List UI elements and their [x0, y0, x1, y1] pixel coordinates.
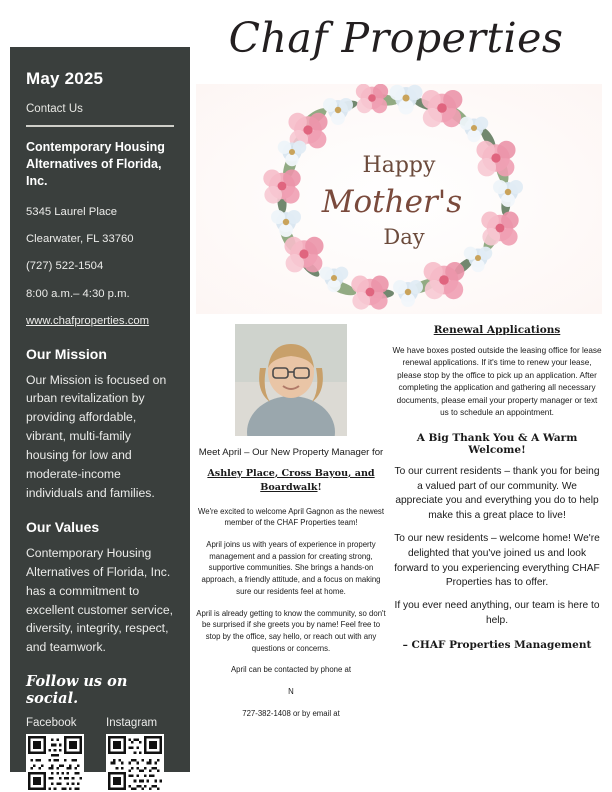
staff-intro-text: Meet April – Our New Property Manager for	[198, 447, 384, 458]
staff-paragraph-1: We're excited to welcome April Gagnon as the newest member of the CHAF Properties team!	[198, 506, 384, 528]
renewal-heading: Renewal Applications	[433, 324, 561, 336]
social-label-instagram: Instagram	[106, 717, 158, 730]
staff-properties	[196, 467, 386, 496]
signoff: – CHAF Properties Management	[402, 638, 592, 651]
hero-image	[196, 84, 602, 314]
staff-intro-column	[196, 324, 386, 729]
qr-code-icon-instagram[interactable]	[106, 734, 164, 792]
values-body: Contemporary Housing Alternatives of Florida, Inc. has a commitment to excellent customer service, diversity, integrity, respect, and teamwork.	[26, 545, 173, 655]
staff-properties-text: Ashley Place, Cross Bayou, and Boardwalk	[207, 467, 375, 494]
staff-stray-char: N	[288, 686, 294, 696]
hero-line-1: Happy	[362, 153, 436, 178]
address-line-2: Clearwater, FL 33760	[26, 233, 134, 245]
mission-heading: Our Mission	[26, 345, 107, 362]
staff-paragraph-2: April joins us with years of experience in property management and a passion for creating strong, supportive communities. She brings a hands-on approach, a friendly attitude, and a focus on making sure our residents feel at home.	[201, 540, 381, 596]
staff-phone-email-line: 727-382-1408 or by email at	[242, 708, 340, 718]
social-label-facebook: Facebook	[26, 717, 77, 730]
divider	[26, 125, 174, 127]
thank-you-heading: A Big Thank You & A Warm Welcome!	[416, 431, 578, 456]
announcements-column	[392, 324, 602, 651]
phone-number[interactable]: (727) 522-1504	[26, 260, 104, 273]
thank-you-paragraph-3: If you ever need anything, our team is here to help.	[394, 600, 600, 626]
social-instagram	[106, 717, 168, 792]
staff-properties-suffix: !	[317, 482, 322, 494]
social-facebook	[26, 717, 88, 792]
contact-us-heading: Contact Us	[26, 103, 83, 115]
hero-line-3: Day	[383, 225, 425, 249]
staff-paragraph-3: April is already getting to know the community, so don't be surprised if she greets you by name! Feel free to stop by the office, say hello, or reach out with any questions or concerns.	[196, 608, 386, 653]
staff-contact-line: April can be contacted by phone at	[230, 665, 352, 675]
brand-title: Chaf Properties	[228, 14, 564, 62]
social-row	[26, 717, 174, 792]
sidebar	[10, 47, 190, 772]
website-link[interactable]: www.chafproperties.com	[26, 315, 150, 328]
staff-portrait-photo	[235, 324, 347, 436]
thank-you-paragraph-2: To our new residents – welcome home! We're delighted that you've joined us and look forward to you experiencing everything CHAF Properties has to offer.	[394, 532, 600, 589]
hero-line-2: Mother's	[321, 184, 463, 220]
organization-name: Contemporary Housing Alternatives of Florida, Inc.	[26, 140, 165, 188]
qr-code-icon-facebook[interactable]	[26, 734, 84, 792]
thank-you-paragraph-1: To our current residents – thank you for being a valued part of our community. We appreciate you and everything you do to help make this a great place to live!	[394, 465, 600, 522]
office-hours: 8:00 a.m.– 4:30 p.m.	[26, 287, 130, 300]
address-line-1: 5345 Laurel Place	[26, 205, 118, 218]
masthead	[190, 14, 602, 62]
floral-wreath-icon	[196, 84, 602, 314]
mission-body: Our Mission is focused on urban revitalization by providing affordable, vibrant, multi-family housing for low and moderate-income individuals and families.	[26, 372, 167, 500]
follow-heading: Follow us on social.	[26, 673, 128, 708]
issue-month: May 2025	[26, 69, 104, 88]
values-heading: Our Values	[26, 518, 100, 535]
renewal-body: We have boxes posted outside the leasing office for lease renewal applications. If it's time to renew your lease, please stop by the office to pick up an application. After completing the application and gathering all necessary documents, please email your property manager or text us to schedule an appointment.	[392, 346, 602, 418]
